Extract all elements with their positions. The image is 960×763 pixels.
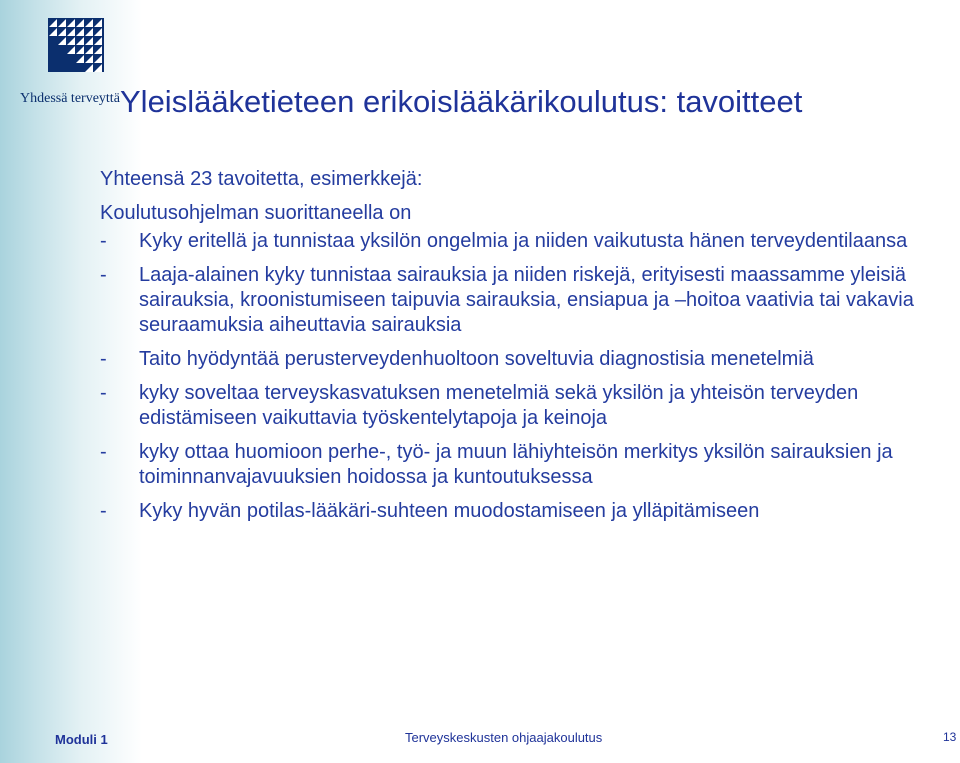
list-item-text: kyky ottaa huomioon perhe-, työ- ja muun lähiyhteisön merkitys yksilön sairauksien ja toiminnanvajavuuksien hoidossa ja kuntoutuksessa [139,441,893,488]
dash-marker: - [100,441,107,463]
dash-marker: - [100,230,107,252]
slide-content [100,167,930,524]
list-item [100,440,930,490]
dash-marker: - [100,382,107,404]
footer-page-number: 13 [943,730,957,744]
footer-module: Moduli 1 [55,732,108,747]
list-item-text: Kyky hyvän potilas-lääkäri-suhteen muodostamiseen ja ylläpitämiseen [139,500,760,522]
dash-marker: - [100,264,107,286]
list-item-text: Laaja-alainen kyky tunnistaa sairauksia ja niiden riskejä, erityisesti maassamme yleisiä sairauksia, kroonistumiseen taipuvia sairauksia, ensiapua ja –hoitoa vaativia tai vakavia seuraamuksia aiheuttavia sairauksia [139,264,914,336]
list-item-text: Taito hyödyntää perusterveydenhuoltoon soveltuvia diagnostisia menetelmiä [139,348,814,370]
objectives-list [100,229,930,524]
list-item [100,229,930,254]
dash-marker: - [100,348,107,370]
list-item-text: kyky soveltaa terveyskasvatuksen menetelmiä sekä yksilön ja yhteisön terveyden edistämiseen vaikuttavia työskentelytapoja ja keinoja [139,382,859,429]
list-item [100,381,930,431]
dash-marker: - [100,500,107,522]
intro-line-2: Koulutusohjelman suorittaneella on [100,202,412,224]
intro-line-1: Yhteensä 23 tavoitetta, esimerkkejä: [100,168,423,190]
logo-icon [48,18,104,72]
list-item [100,263,930,338]
slide-title: Yleislääketieteen erikoislääkärikoulutus: tavoitteet [120,84,803,119]
logo-text: Yhdessä terveyttä [20,91,120,106]
list-item [100,347,930,372]
list-item [100,499,930,524]
footer-course: Terveyskeskusten ohjaajakoulutus [405,730,603,745]
list-item-text: Kyky eritellä ja tunnistaa yksilön ongelmia ja niiden vaikutusta hänen terveydentilaansa [139,230,908,252]
